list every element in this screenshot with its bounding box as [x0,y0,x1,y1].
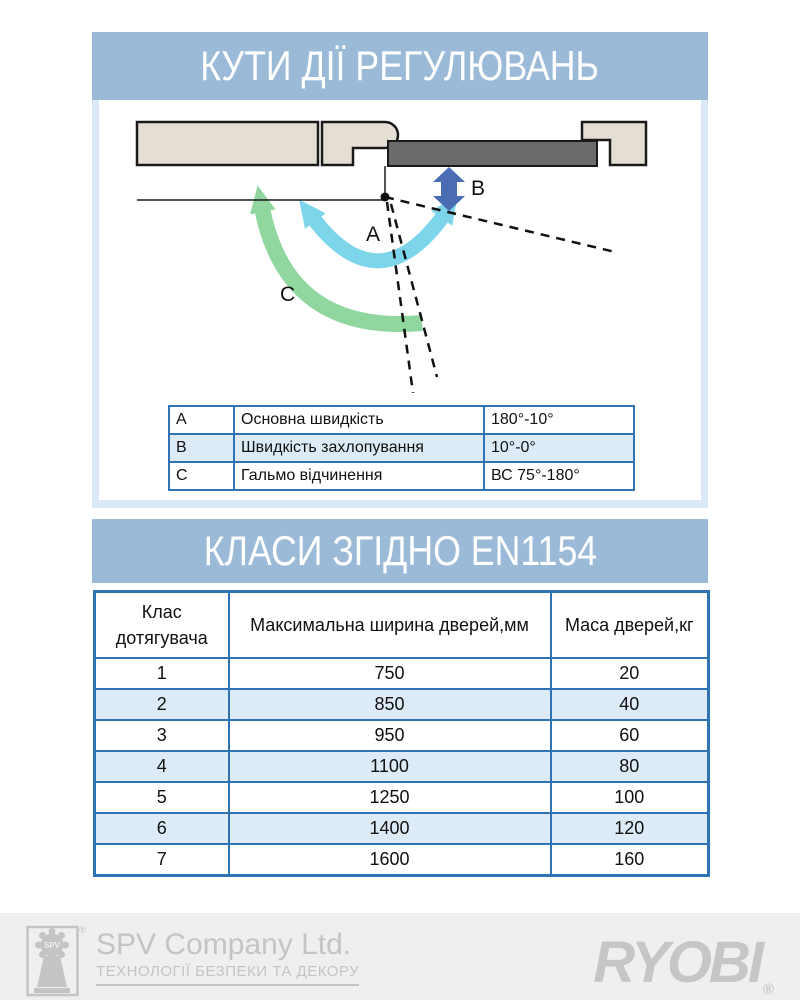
section-angles-title: КУТИ ДІЇ РЕГУЛЮВАНЬ [200,42,600,89]
label-a: A [366,223,381,246]
table-row [95,751,709,782]
angles-table-row [169,434,634,462]
spv-logo-icon [26,923,86,1000]
angle-key: B [169,434,234,462]
cell-weight: 60 [551,720,709,751]
table-row [95,689,709,720]
spv-company-tagline: ТЕХНОЛОГІЇ БЕЗПЕКИ ТА ДЕКОРУ [96,963,359,986]
cell-weight: 100 [551,782,709,813]
arrow-b-latch-speed [433,167,465,211]
wall-section-left [137,122,318,165]
door-jamb [322,122,398,165]
ryobi-wordmark: RYOBI [593,930,761,995]
table-row [95,658,709,689]
classes-table [93,590,710,877]
angle-desc: Гальмо відчинення [234,462,484,490]
angle-desc: Швидкість захлопування [234,434,484,462]
cell-class: 3 [95,720,229,751]
angle-key: C [169,462,234,490]
angles-table-row [169,406,634,434]
cell-width: 1250 [229,782,551,813]
table-row [95,782,709,813]
cell-width: 750 [229,658,551,689]
angles-table [168,405,635,491]
spv-emblem-text: SPV [43,941,61,950]
col-header-width: Максимальна ширина дверей,мм [229,592,551,659]
label-c: C [280,283,296,306]
cell-weight: 40 [551,689,709,720]
angle-range: 10°-0° [484,434,634,462]
arc-c-backcheck [262,208,422,324]
angle-range: ВС 75°-180° [484,462,634,490]
cell-width: 950 [229,720,551,751]
label-b: B [471,177,486,200]
section-classes-title: КЛАСИ ЗГІДНО EN1154 [203,527,597,574]
cell-weight: 120 [551,813,709,844]
angle-range: 180°-10° [484,406,634,434]
footer-strip [0,913,800,1000]
cell-class: 7 [95,844,229,876]
col-header-weight: Маса дверей,кг [551,592,709,659]
angle-desc: Основна швидкість [234,406,484,434]
cell-width: 850 [229,689,551,720]
cell-class: 1 [95,658,229,689]
table-row [95,720,709,751]
section-classes-header [92,519,708,583]
cell-width: 1600 [229,844,551,876]
spv-company-block [96,929,359,986]
angle-key: A [169,406,234,434]
table-row [95,813,709,844]
angles-table-row [169,462,634,490]
classes-table-header-row [95,592,709,659]
pivot-point [381,193,390,202]
door-position-dashed-lines [385,197,615,393]
cell-class: 5 [95,782,229,813]
spv-reg-mark: ® [79,925,86,935]
cell-class: 6 [95,813,229,844]
spv-company-name: SPV Company Ltd. [96,928,352,961]
col-header-class: Клас дотягувача [95,592,229,659]
door-leaf [388,141,597,166]
ryobi-logo [593,929,772,996]
cell-weight: 160 [551,844,709,876]
section-angles-header [92,32,708,100]
door-closer-angles-diagram [92,100,708,400]
cell-weight: 20 [551,658,709,689]
cell-width: 1100 [229,751,551,782]
cell-weight: 80 [551,751,709,782]
ryobi-reg-mark: ® [762,981,774,998]
cell-class: 4 [95,751,229,782]
cell-width: 1400 [229,813,551,844]
table-row [95,844,709,876]
cell-class: 2 [95,689,229,720]
